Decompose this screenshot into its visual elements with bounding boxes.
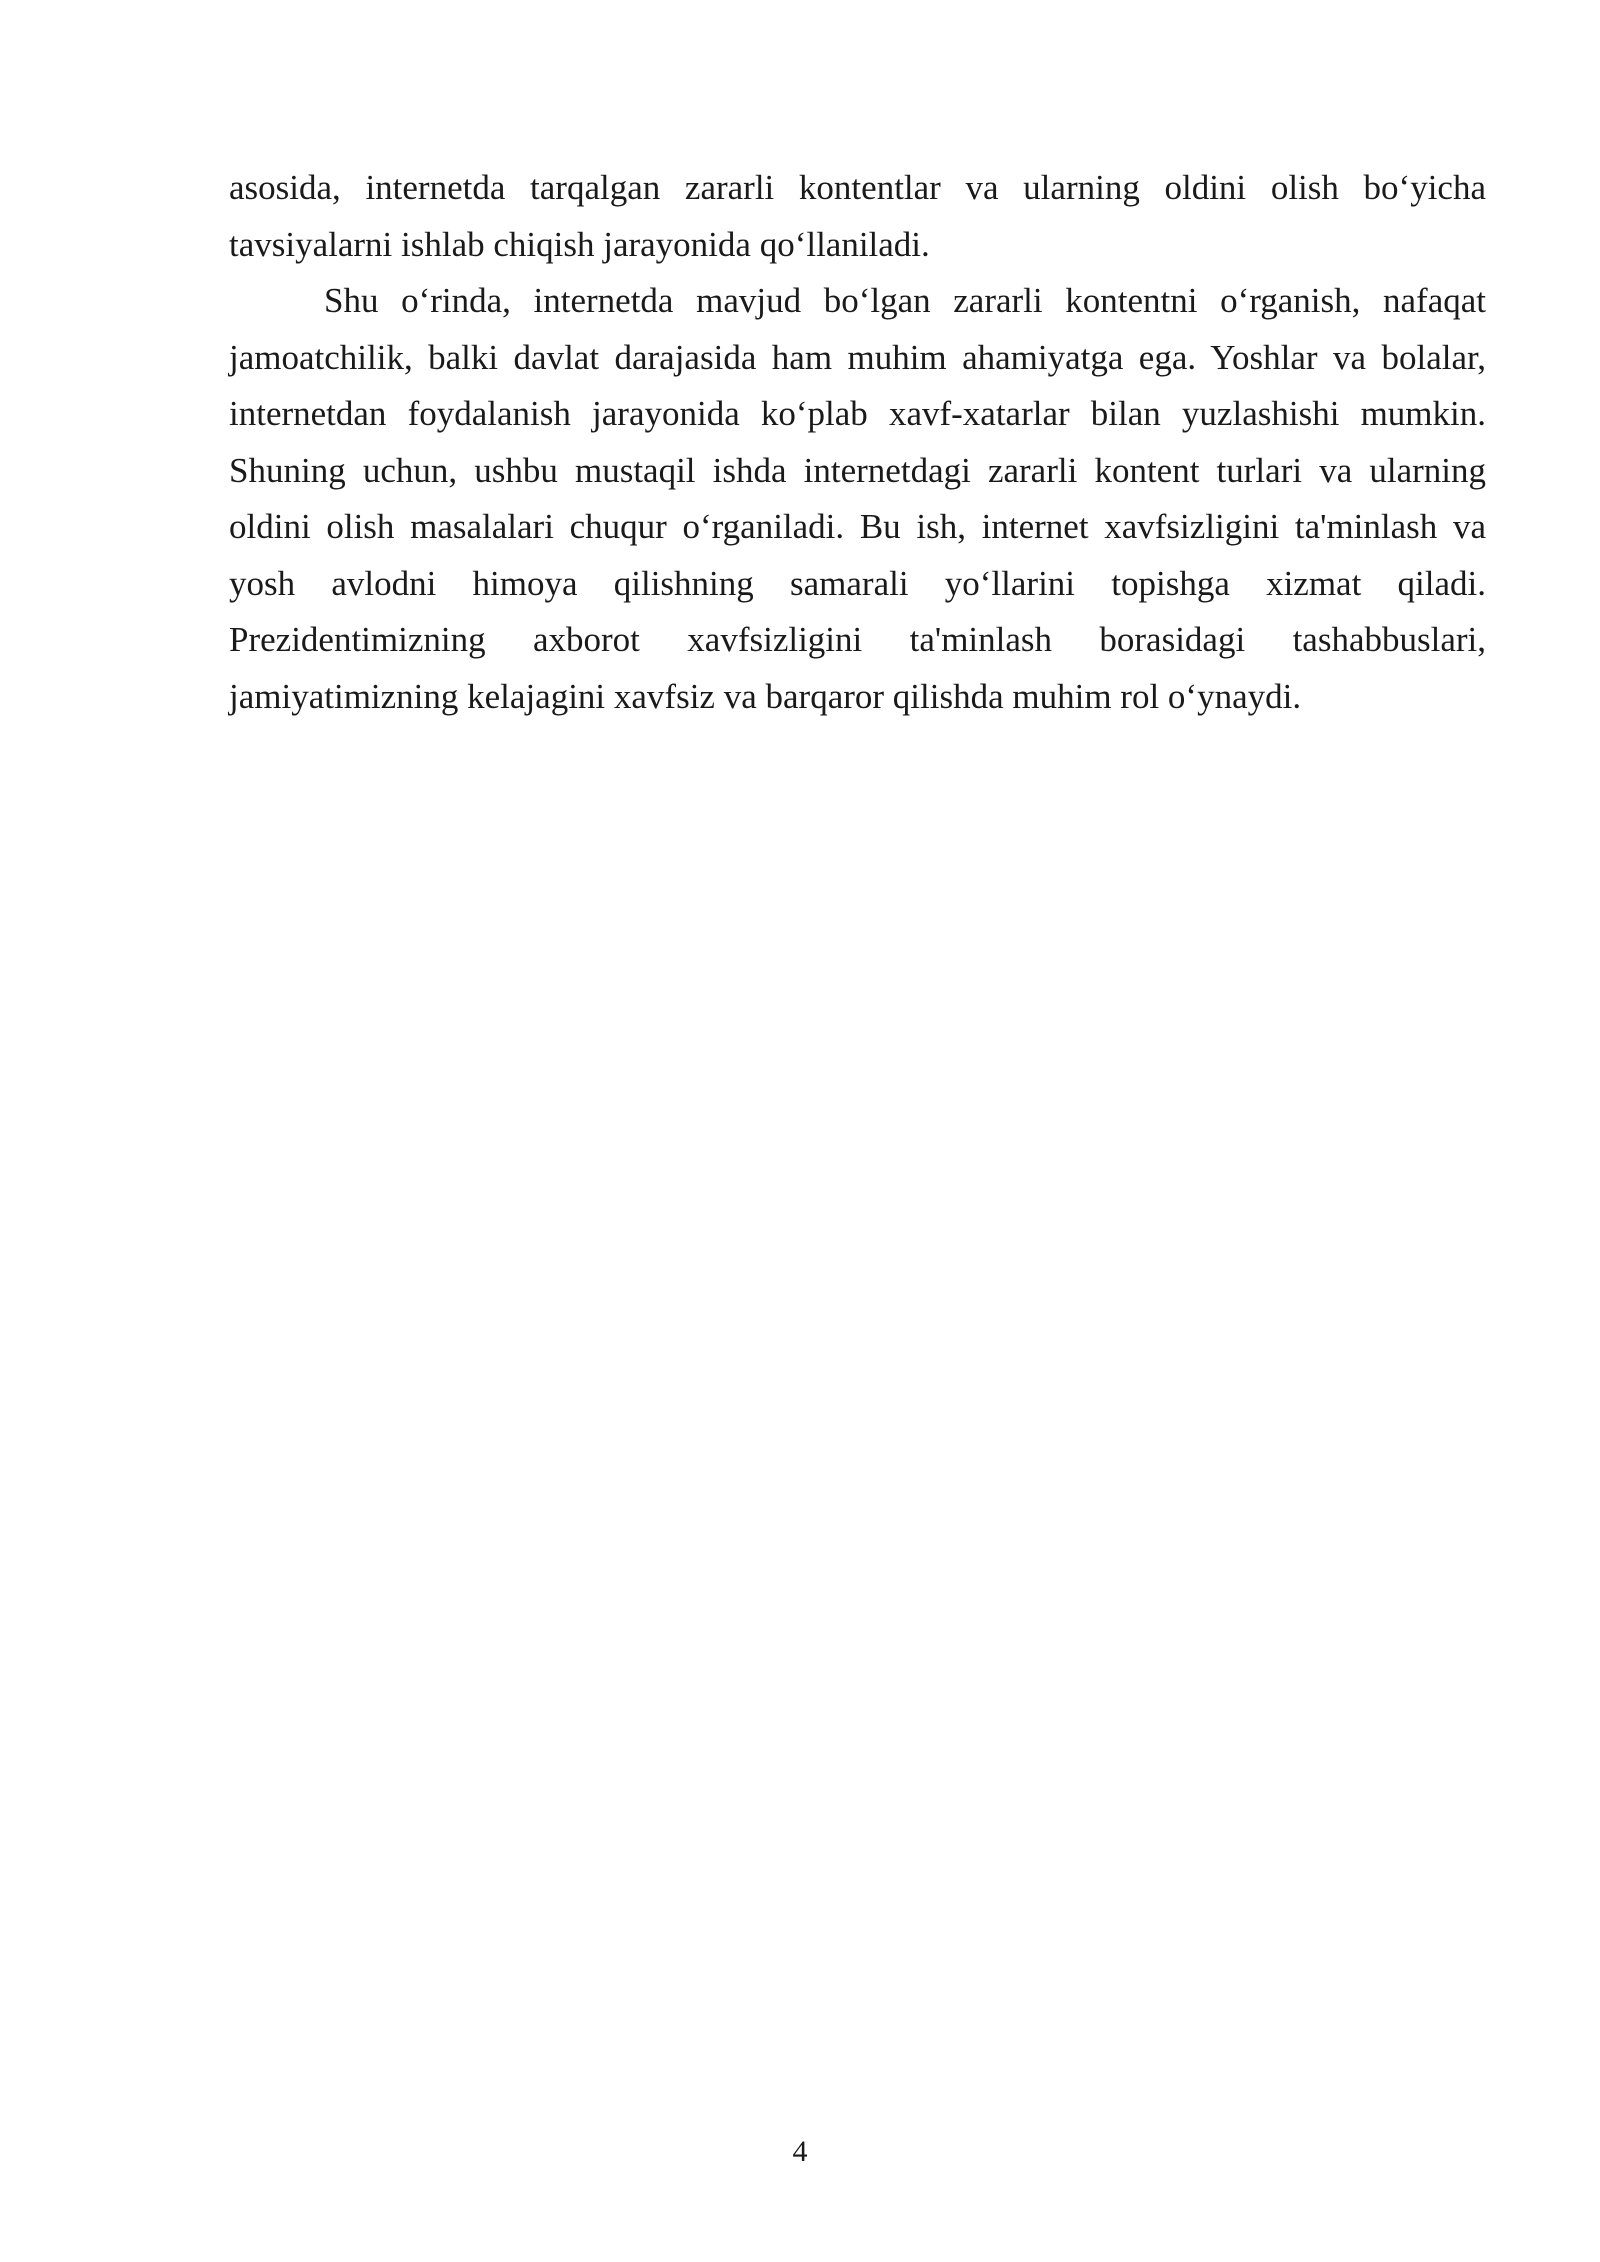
paragraph-continuation: asosida, internetda tarqalgan zararli kontentlar va ularning oldini olish bo‘yicha tavsiyalarni ishlab chiqish jarayonida qo‘llaniladi.: [229, 168, 1486, 264]
page-number: 4: [792, 2135, 808, 2168]
paragraph: Shu o‘rinda, internetda mavjud bo‘lgan zararli kontentni o‘rganish, nafaqat jamoatchilik, balki davlat darajasida ham muhim ahamiyatga ega. Yoshlar va bolalar, internetdan foydalanish jarayonida ko‘plab xavf-xatarlar bilan yuzlashishi mumkin. Shuning uchun, ushbu mustaqil ishda internetdagi zararli kontent turlari va ularning oldini olish masalalari chuqur o‘rganiladi. Bu ish, internet xavfsizligini ta'minlash va yosh avlodni himoya qilishning samarali yo‘llarini topishga xizmat qiladi. Prezidentimizning axborot xavfsizligini ta'minlash borasidagi tashabbuslari, jamiyatimizning kelajagini xavfsiz va barqaror qilishda muhim rol o‘ynaydi.: [229, 281, 1486, 716]
body-text: [229, 160, 1486, 725]
